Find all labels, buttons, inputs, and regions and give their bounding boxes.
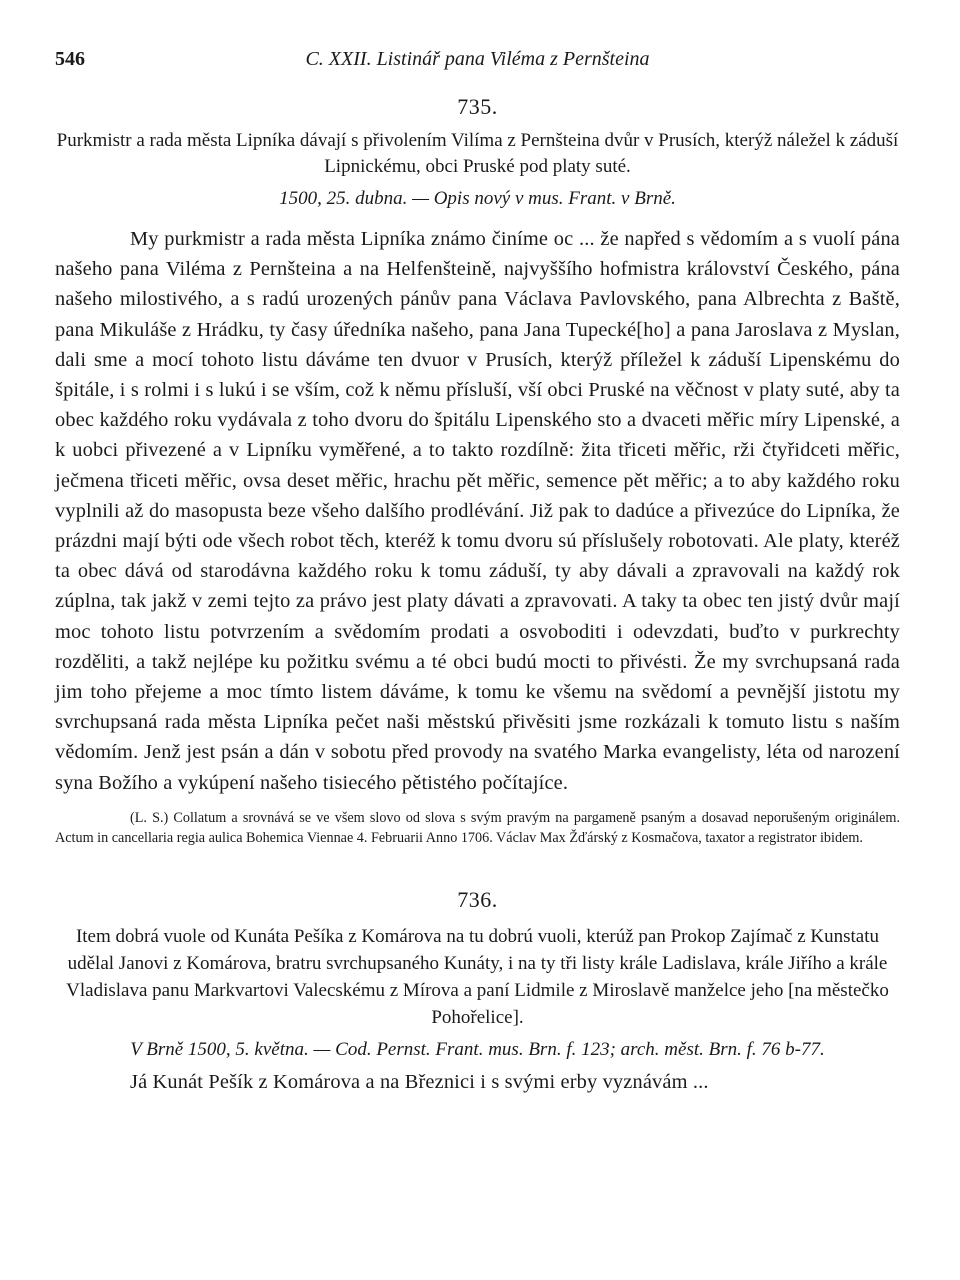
document-body: My purkmistr a rada města Lipníka známo činíme oc ... že napřed s vědomím a s vuolí pána našeho pana Viléma z Pernšteina a na Helfenšteině, najvyššího hofmistra království Českého, pána našeho milostivého, a s radú urozených pánův pana Václava Pavlovského, pana Albrechta z Baště, pana Mikuláše z Hrádku, ty časy úředníka našeho, pana Jana Tupecké[ho] a pana Jaroslava z Myslan, dali sme a mocí tohoto listu dáváme ten dvuor v Prusích, kterýž příležel k záduší Lipenskému do špitále, i s rolmi i s lukú i se vším, což k němu přísluší, vší obci Pruské na věčnost v platy suté, aby ta obec každého roku vydávala z toho dvoru do špitálu Lipenského sto a dvaceti měřic míry Lipenské, a k uobci přivezené a v Lipníku vyměřené, a to takto rozdílně: žita třiceti měřic, rži čtyřidceti měřic, ječmena třiceti měřic, ovsa deset měřic, hrachu pět měřic, semence pět měřic; a to aby každého roku vyplnili až do masopusta beze všeho dalšího prodlévání. Již pak to dadúce a přivezúce do Lipníka, že prázdni mají býti ode všech robot těch, kteréž k tomu dvoru sú příslušely robotovati. Ale platy, kteréž ta obec dává od starodávna každého roku k tomu záduší, ty aby dávali a zpravovali na každý rok zúplna, tak jakž v zemi tejto za právo jest platy dávati a zpravovati. A taky ta obec ten jistý dvůr mají moc tohoto listu potvrzením a svědomím prodati a osvoboditi i odevzdati, buďto v purkrechty rozděliti, a takž nejlépe ku požitku svému a té obci budú mocti to přivésti. Že my svrchupsaná rada jim toho přejeme a moc tímto listem dáváme, k tomu ke všemu na svědomí a pevnější jistotu my svrchupsaná rada města Lipníka pečet naši městskú přivěsiti jsme rozkázali k tomuto listu s naším vědomím. Jenž jest psán a dán v sobotu před provody na svatého Marka evangelisty, léta od narození syna Božího a vykúpení našeho tisiecého pětistého počítajíce. (55, 228, 900, 794)
document-regest: Purkmistr a rada města Lipníka dávají s přivolením Vilíma z Pernšteina dvůr v Prusích, kterýž náležel k záduší Lipnickému, obci Pruské pod platy suté. (56, 130, 899, 177)
page-number: 546 (55, 48, 85, 70)
document-section-736 (55, 887, 900, 1097)
document-page (55, 40, 900, 1097)
running-head: C. XXII. Listinář pana Viléma z Pernšteina (305, 48, 650, 70)
document-number: 735. (457, 94, 498, 119)
page-header (55, 40, 900, 80)
document-regest: Item dobrá vuole od Kunáta Pešíka z Komárova na tu dobrú vuoli, kterúž pan Prokop Zajímač z Kunstatu udělal Janovi z Komárova, bratru svrchupsaného Kunáty, i na ty tři listy krále Ladislava, krále Jiřího a krále Vladislava panu Markvartovi Valecskému z Mírova a paní Lidmile z Miroslavě manželce jeho [na městečko Pohořelice]. (66, 925, 889, 1028)
document-body: Já Kunát Pešík z Komárova a na Březnici i s svými erby vyznávám ... (130, 1070, 709, 1093)
document-number: 736. (457, 886, 498, 912)
document-section-735 (55, 94, 900, 849)
document-dating: 1500, 25. dubna. — Opis nový v mus. Frant. v Brně. (279, 188, 676, 209)
document-dating: V Brně 1500, 5. května. — Cod. Pernst. Frant. mus. Brn. f. 123; arch. měst. Brn. f. 76 b-77. (130, 1038, 825, 1060)
document-note: (L. S.) Collatum a srovnává se ve všem slovo od slova s svým pravým na pargameně psaným a dosavad neporušeným originálem. Actum in cancellaria regia aulica Bohemica Viennae 4. Februarii Anno 1706. Václav Max Žďárský z Kosmačova, taxator a registrator ibidem. (55, 809, 900, 847)
